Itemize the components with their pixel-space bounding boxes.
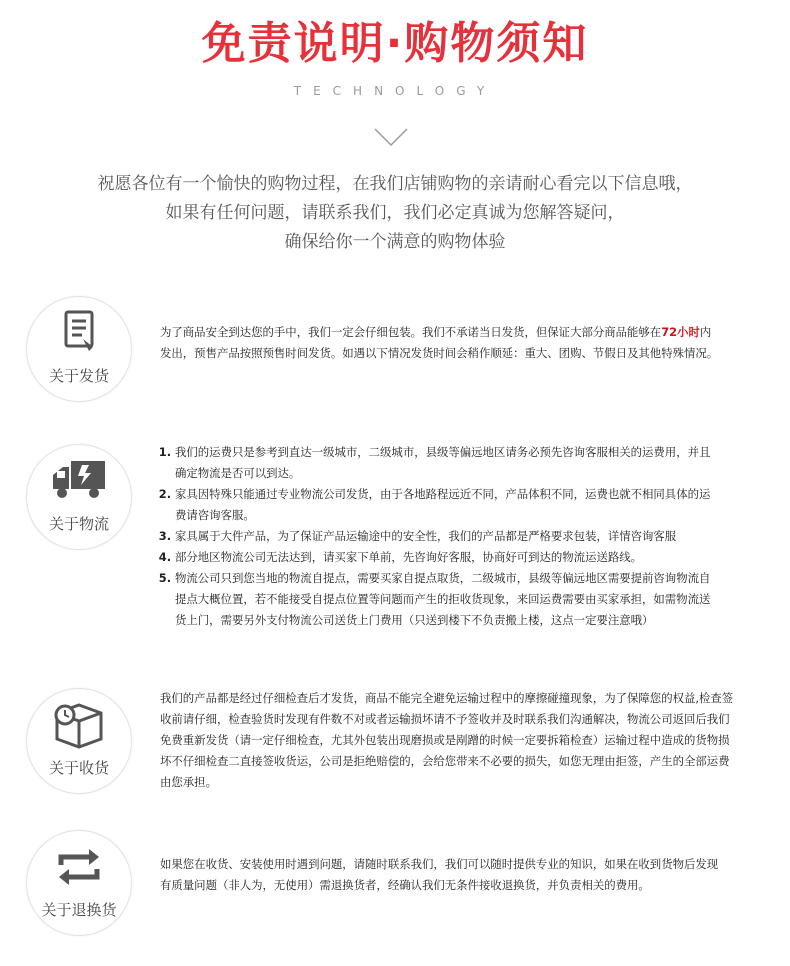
intro-line: 祝愿各位有一个愉快的购物过程，在我们店铺购物的亲请耐心看完以下信息哦， (97, 174, 693, 194)
list-item: 5. 物流公司只到您当地的物流自提点，需要买家自提点取货，二级城市，县级等偏远地区需要提前咨询物流自提点大概位置，若不能接受自提点位置等问题而产生的拒收货现象，来回运费需要由买家承担，如需物流送货上门，需要另外支付物流公司送货上门费用（只送到楼下不负责搬上楼，这点一定要注意哦） (175, 568, 720, 631)
receiving-paragraph: 我们的产品都是经过仔细检查后才发货，商品不能完全避免运输过程中的摩擦碰撞现象，为了保障您的权益,检查签收前请仔细，检查验货时发现有件数不对或者运输损坏请不予签收并及时联系我们沟通解决，物流公司返回后我们免费重新发货（请一定仔细检查，尤其外包装出现磨损或是剐蹭的时候一定要拆箱检查）运输过程中造成的货物损坏不仔细检查二直接签收货运，公司是拒绝赔偿的，会给您带来不必要的损失，如您无理由拒签，产生的全部运费由您承担。 (160, 691, 734, 789)
list-item: 2. 家具因特殊只能通过专业物流公司发货，由于各地路程远近不同，产品体积不同，运费也就不相同具体的运费请咨询客服。 (175, 484, 720, 526)
receiving-label: 关于收货 (48, 759, 109, 777)
receiving-text (160, 688, 734, 793)
shipping-text-end: 内发出，预售产品按照预售时间发货。如遇以下情况发货时间会稍作顺延：重大、团购、节假日及其他特殊情况。 (160, 325, 719, 360)
list-item: 4. 部分地区物流公司无法达到，请买家下单前，先咨询好客服，协商好可到达的物流运送路线。 (175, 547, 720, 568)
intro-line: 如果有任何问题，请联系我们，我们必定真诚为您解答疑问， (165, 203, 625, 223)
shipping-text-start: 为了商品安全到达您的手中，我们一定会仔细包装。我们不承诺当日发货，但保证大部分商品能够在 (160, 325, 662, 339)
intro-text (0, 170, 790, 257)
truck-icon (49, 457, 109, 507)
returns-text (160, 854, 722, 896)
box-clock-icon (49, 701, 109, 751)
intro-line: 确保给你一个满意的购物体验 (284, 232, 506, 252)
page-title: 免责说明·购物须知 (201, 18, 589, 69)
shipping-highlight: 72小时 (661, 325, 700, 339)
logistics-badge (26, 444, 132, 550)
list-item: 3. 家具属于大件产品，为了保证产品运输途中的安全性，我们的产品都是严格要求包装，详情咨询客服 (175, 526, 720, 547)
receiving-badge (26, 688, 132, 794)
chevron-down-icon (373, 126, 409, 148)
logistics-label: 关于物流 (48, 515, 109, 533)
shipping-badge (26, 296, 132, 402)
returns-paragraph: 如果您在收货、安装使用时遇到问题，请随时联系我们，我们可以随时提供专业的知识，如果在收到货物后发现有质量问题（非人为，无使用）需退换货者，经确认我们无条件接收退换货，并负责相关的费用。 (160, 857, 719, 892)
returns-badge (26, 830, 132, 936)
shipping-label: 关于发货 (48, 367, 109, 385)
logistics-list (160, 442, 720, 631)
returns-label: 关于退换货 (41, 901, 117, 919)
list-item: 1. 我们的运费只是参考到直达一级城市，二级城市，县级等偏远地区请务必预先咨询客服相关的运费用，并且确定物流是否可以到达。 (175, 442, 720, 484)
document-icon (49, 309, 109, 359)
shipping-text (160, 322, 722, 364)
exchange-arrows-icon (49, 843, 109, 893)
page-subtitle: TECHNOLOGY (293, 84, 497, 98)
